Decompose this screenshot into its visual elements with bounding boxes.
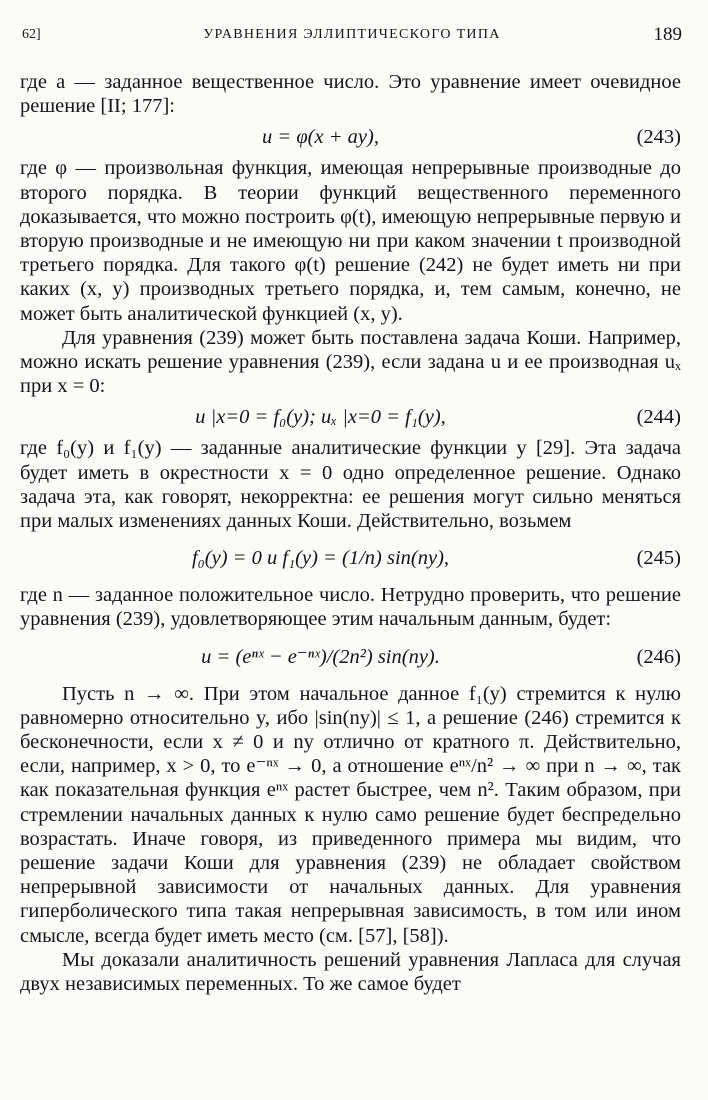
paragraph: где φ — произвольная функция, имеющая непрерывные производные до второго порядка. В теории функций вещественного переменного доказывается, что можно построить φ(t), имеющую непрерывные первую и вторую производные и не имеющую ни при каком значении t производной третьего порядка. Для такого φ(t) решение (242) не будет иметь ни при каких (x, y) производных третьего порядка, и, тем самым, конечно, не может быть аналитической функцией (x, y). bbox=[20, 157, 681, 325]
paragraph: Пусть n → ∞. При этом начальное данное f₁(y) стремится к нулю равномерно относительно y, ибо |sin(ny)| ≤ 1, а решение (246) стремится к бесконечности, если x ≠ 0 и ny отлично от кратного π. Действительно, если, например, x > 0, то e⁻ⁿˣ → 0, а отношение eⁿˣ/n² → ∞ при n → ∞, так как показательная функция eⁿˣ растет быстрее, чем n². Таким образом, при стремлении начальных данных к нулю само решение будет беспредельно возрастать. Иначе говоря, из приведенного примера мы видим, что решение задачи Коши для уравнения (239) не обладает свойством непрерывной зависимости от начальных данных. Для уравнения гиперболического типа такая непрерывная зависимость, в том или ином смысле, всегда будет иметь место (см. [57], [58]). bbox=[20, 682, 681, 947]
equation-number: (243) bbox=[636, 126, 681, 149]
equation-formula: f₀(y) = 0 и f₁(y) = (1/n) sin(ny), bbox=[191, 547, 450, 570]
paragraph: Для уравнения (239) может быть поставлена задача Коши. Например, можно искать решение уравнения (239), если задана u и ее производная uₓ при x = 0: bbox=[20, 326, 681, 398]
equation-number: (245) bbox=[636, 547, 681, 570]
paragraph: Мы доказали аналитичность решений уравнения Лапласа для случая двух независимых переменных. То же самое будет bbox=[20, 948, 681, 996]
equation-number: (244) bbox=[636, 406, 681, 429]
page-number: 189 bbox=[653, 24, 682, 45]
equation-number: (246) bbox=[636, 645, 681, 668]
paragraph: где n — заданное положительное число. Нетрудно проверить, что решение уравнения (239), удовлетворяющее этим начальным данным, будет: bbox=[20, 584, 681, 631]
equation-246 bbox=[20, 632, 681, 682]
equation-formula: u = φ(x + ay), bbox=[262, 126, 379, 149]
equation-formula: u = (eⁿˣ − e⁻ⁿˣ)/(2n²) sin(ny). bbox=[201, 645, 440, 668]
running-title: УРАВНЕНИЯ ЭЛЛИПТИЧЕСКОГО ТИПА bbox=[203, 27, 501, 42]
paragraph: где f₀(y) и f₁(y) — заданные аналитические функции y [29]. Эта задача будет иметь в окрестности x = 0 одно определенное решение. Однако задача эта, как говорят, некорректна: ее решения могут сильно меняться при малых изменениях данных Коши. Действительно, возьмем bbox=[20, 437, 681, 533]
equation-243 bbox=[20, 118, 681, 156]
equation-formula: u |x=0 = f₀(y); uₓ |x=0 = f₁(y), bbox=[195, 406, 446, 429]
paragraph: где a — заданное вещественное число. Это уравнение имеет очевидное решение [II; 177]: bbox=[20, 71, 681, 118]
equation-245 bbox=[20, 533, 681, 583]
running-header bbox=[22, 25, 682, 47]
equation-244 bbox=[20, 398, 681, 436]
page-body bbox=[20, 70, 681, 996]
section-number: 62] bbox=[22, 27, 41, 42]
